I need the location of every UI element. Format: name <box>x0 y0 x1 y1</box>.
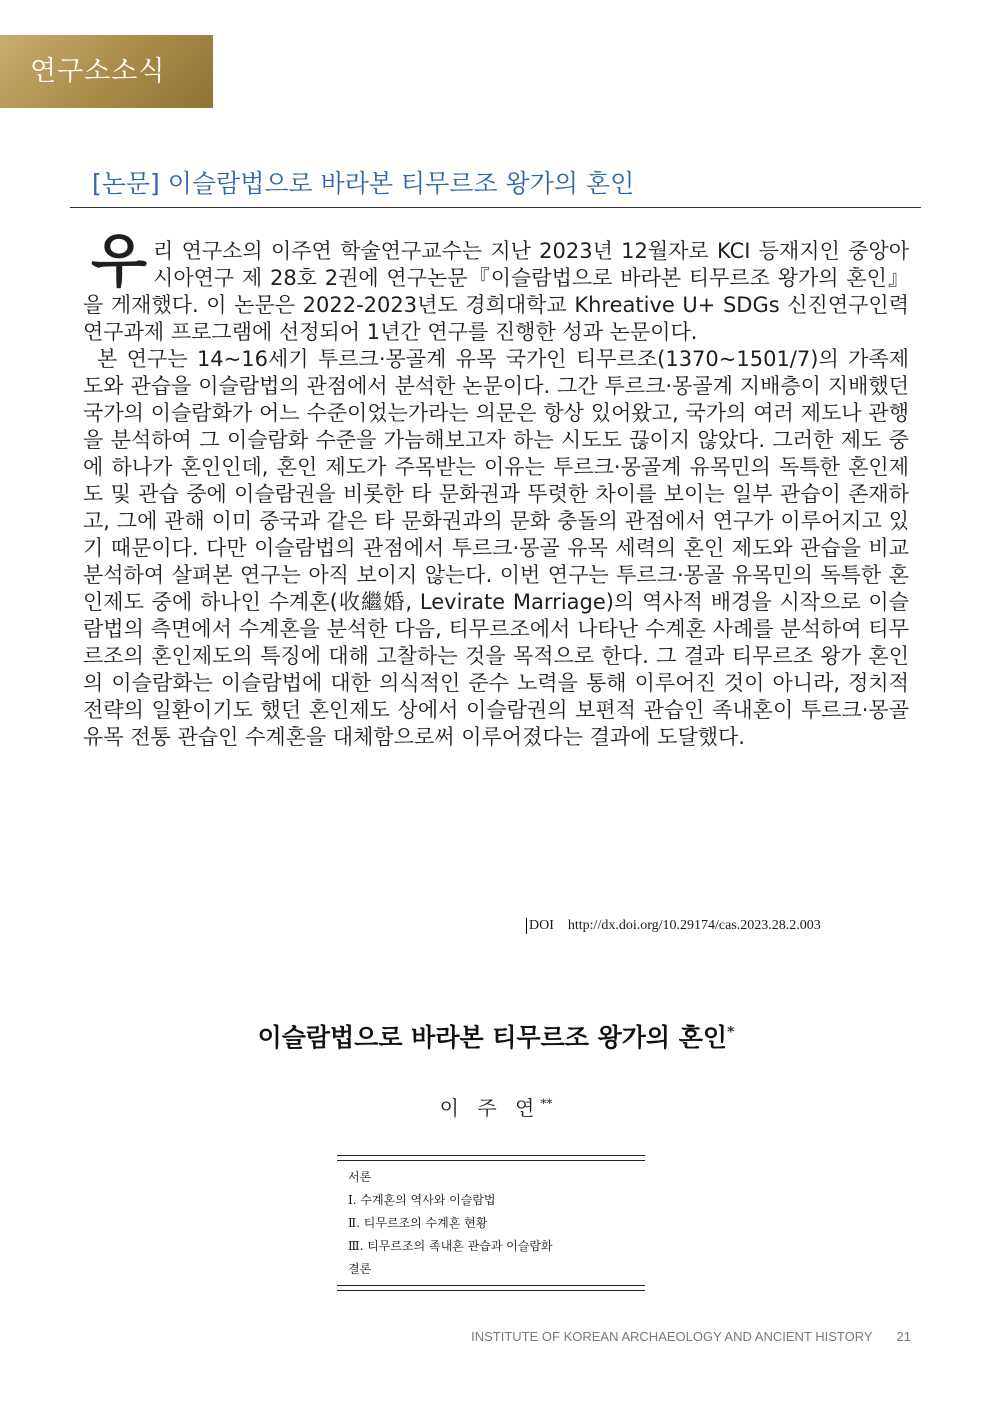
section-tag-label: 연구소소식 <box>30 56 166 87</box>
toc-item: 결론 <box>348 1262 372 1276</box>
paragraph-1-text: 리 연구소의 이주연 학술연구교수는 지난 2023년 12월자로 KCI 등재지인 중앙아시아연구 제 28호 2권에 연구논문『이슬람법으로 바라본 티무르조 왕가의 혼인』을 게재했다. 이 논문은 2022-2023년도 경희대학교 Khreative U+ SDGs 신진연구인력 연구과제 프로그램에 선정되어 1년간 연구를 진행한 성과 논문이다. <box>83 239 909 344</box>
paper-title <box>0 1018 992 1054</box>
page-footer <box>471 1329 911 1344</box>
toc-item: Ⅰ. 수계혼의 역사와 이슬람법 <box>348 1193 496 1207</box>
toc-list <box>337 1161 645 1285</box>
paper-title-text: 이슬람법으로 바라본 티무르조 왕가의 혼인 <box>257 1023 728 1052</box>
footer-institute: INSTITUTE OF KOREAN ARCHAEOLOGY AND ANCIENT HISTORY <box>471 1329 873 1344</box>
paper-title-footnote-mark: * <box>727 1024 735 1041</box>
table-of-contents <box>337 1155 645 1291</box>
article-title: [논문] 이슬람법으로 바라본 티무르조 왕가의 혼인 <box>92 169 635 198</box>
title-divider <box>70 207 921 208</box>
page-number: 21 <box>896 1329 911 1344</box>
paragraph-1 <box>83 227 909 346</box>
author-name: 이 주 연 <box>439 1096 541 1120</box>
toc-item: 서론 <box>348 1170 372 1184</box>
doi-label: DOI <box>529 918 554 933</box>
article-body <box>83 227 909 751</box>
toc-item: Ⅲ. 티무르조의 족내혼 관습과 이슬람화 <box>348 1239 553 1253</box>
paragraph-2: 본 연구는 14~16세기 투르크·몽골계 유목 국가인 티무르조(1370~1501/7)의 가족제도와 관습을 이슬람법의 관점에서 분석한 논문이다. 그간 투르크·몽골계 지배층이 지배했던 국가의 이슬람화가 어느 수준이었는가라는 의문은 항상 있어왔고, 국가의 여러 제도나 관행을 분석하여 그 이슬람화 수준을 가늠해보고자 하는 시도도 끊이지 않았다. 그러한 제도 중에 하나가 혼인인데, 혼인 제도가 주목받는 이유는 투르크·몽골계 유목민의 독특한 혼인제도 및 관습 중에 이슬람권을 비롯한 타 문화권과 뚜렷한 차이를 보이는 일부 관습이 존재하고, 그에 관해 이미 중국과 같은 타 문화권과의 문화 충돌의 관점에서 연구가 이루어지고 있기 때문이다. 다만 이슬람법의 관점에서 투르크·몽골 유목 세력의 혼인 제도와 관습을 비교분석하여 살펴본 연구는 아직 보이지 않는다. 이번 연구는 투르크·몽골 유목민의 독특한 혼인제도 중에 하나인 수계혼(收繼婚, Levirate Marriage)의 역사적 배경을 시작으로 이슬람법의 측면에서 수계혼을 분석한 다음, 티무르조에서 나타난 수계혼 사례를 분석하여 티무르조의 혼인제도의 특징에 대해 고찰하는 것을 목적으로 한다. 그 결과 티무르조 왕가 혼인의 이슬람화는 이슬람법에 대한 의식적인 준수 노력을 통해 이루어진 것이 아니라, 정치적 전략의 일환이기도 했던 혼인제도 상에서 이슬람권의 보편적 관습인 족내혼이 투르크·몽골 유목 전통 관습인 수계혼을 대체함으로써 이루어졌다는 결과에 도달했다. <box>83 347 909 749</box>
drop-cap: 우 <box>91 227 148 295</box>
paper-author <box>0 1092 992 1121</box>
toc-item: Ⅱ. 티무르조의 수계혼 현황 <box>348 1216 488 1230</box>
doi-line <box>526 918 821 934</box>
toc-bottom-rule <box>337 1285 645 1291</box>
author-footnote-mark: ** <box>540 1096 553 1111</box>
section-tag <box>0 35 213 108</box>
doi-link[interactable]: http://dx.doi.org/10.29174/cas.2023.28.2.003 <box>567 918 821 933</box>
